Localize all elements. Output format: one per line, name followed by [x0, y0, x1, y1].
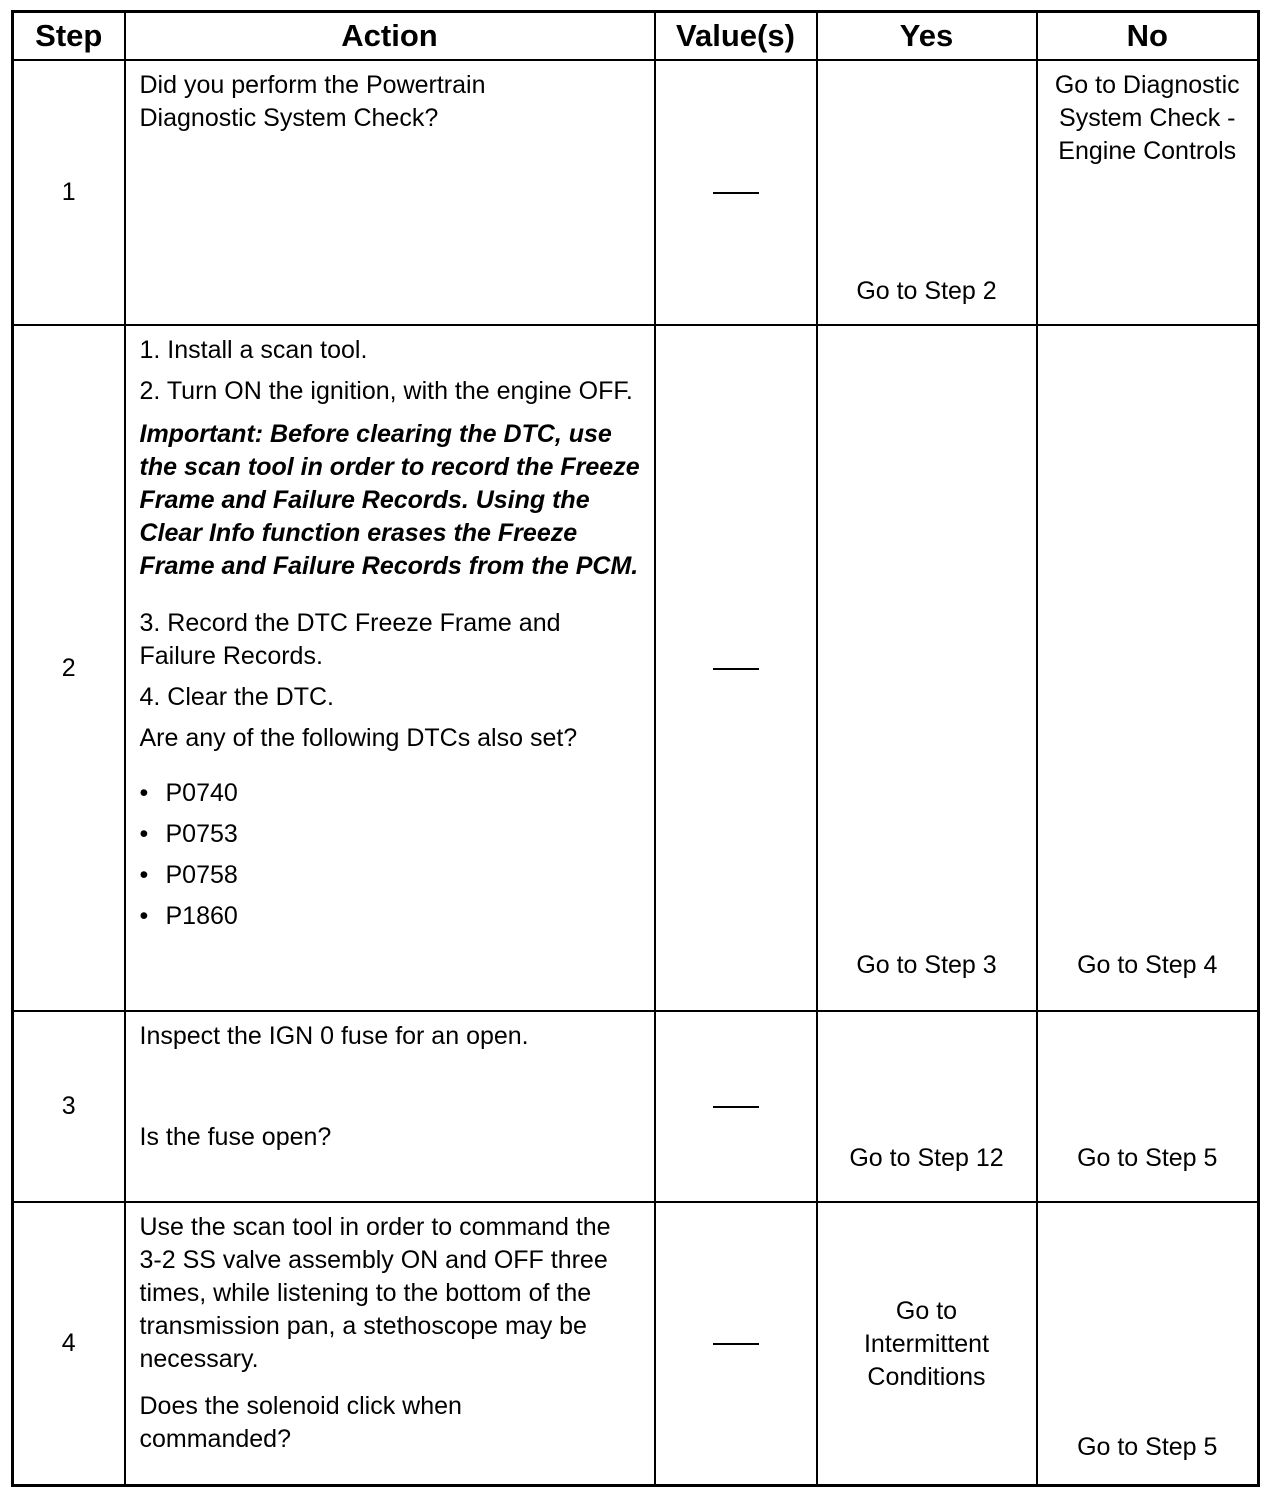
yes-cell: [817, 1011, 1037, 1202]
yes-action-link[interactable]: Go to Intermittent Conditions: [863, 1297, 990, 1391]
dtc-code: P1860: [165, 902, 238, 930]
header-yes: Yes: [817, 12, 1037, 61]
step-number: 4: [13, 1202, 125, 1486]
yes-cell: [817, 1202, 1037, 1486]
table-row: [13, 1202, 1259, 1486]
list-item: [140, 375, 644, 408]
item-text: 4. Clear the DTC.: [139, 683, 335, 711]
table-row: [13, 1011, 1259, 1202]
yes-action-link[interactable]: Go to Step 2: [856, 277, 997, 305]
action-text: Inspect the IGN 0 fuse for an open.: [139, 1022, 529, 1050]
dash-mark: [713, 668, 759, 670]
list-item: • P1860: [140, 900, 644, 933]
list-item: • P0740: [140, 777, 644, 810]
header-values: Value(s): [655, 12, 817, 61]
diagnostic-table: [11, 10, 1260, 1487]
value-cell: [655, 325, 817, 1011]
action-cell: [125, 60, 655, 325]
header-row: [13, 12, 1259, 61]
dash-mark: [713, 1106, 759, 1108]
list-item: [140, 681, 644, 714]
item-text: 1. Install a scan tool.: [139, 336, 368, 364]
dash-mark: [713, 1343, 759, 1345]
header-step: Step: [13, 12, 125, 61]
no-action-link[interactable]: Go to Diagnostic System Check - Engine Controls: [1054, 71, 1240, 165]
dtc-code: P0740: [165, 779, 238, 807]
item-text: 3. Record the DTC Freeze Frame and Failure Records.: [139, 609, 561, 670]
value-cell: [655, 1011, 817, 1202]
no-action-link[interactable]: Go to Step 5: [1077, 1144, 1218, 1172]
item-text: 2. Turn ON the ignition, with the engine OFF.: [139, 377, 633, 405]
no-action-link[interactable]: Go to Step 4: [1077, 951, 1218, 979]
dash-mark: [713, 192, 759, 194]
action-cell: [125, 1011, 655, 1202]
yes-cell: [817, 60, 1037, 325]
important-note: Important: Before clearing the DTC, use the scan tool in order to record the Freeze Frame and Failure Records. Using the Clear Info function erases the Freeze Frame and Failure Records from the PCM.: [139, 420, 640, 580]
value-cell: [655, 60, 817, 325]
action-text: Did you perform the Powertrain Diagnostic System Check?: [139, 71, 486, 132]
no-cell: [1037, 60, 1259, 325]
no-cell: [1037, 325, 1259, 1011]
question-text: Are any of the following DTCs also set?: [139, 724, 578, 752]
question-text: Does the solenoid click when commanded?: [139, 1392, 462, 1453]
step-number: 2: [13, 325, 125, 1011]
step-number: 3: [13, 1011, 125, 1202]
dtc-code: P0758: [165, 861, 238, 889]
action-text: Use the scan tool in order to command the 3-2 SS valve assembly ON and OFF three times, while listening to the bottom of the transmission pan, a stethoscope may be necessary.: [139, 1213, 611, 1373]
action-cell: [125, 325, 655, 1011]
list-item: • P0758: [140, 859, 644, 892]
list-item: [140, 334, 644, 367]
header-no: No: [1037, 12, 1259, 61]
yes-action-link[interactable]: Go to Step 12: [849, 1144, 1004, 1172]
question-text: Is the fuse open?: [139, 1123, 332, 1151]
table-row: [13, 325, 1259, 1011]
action-cell: [125, 1202, 655, 1486]
no-action-link[interactable]: Go to Step 5: [1077, 1433, 1218, 1461]
yes-cell: [817, 325, 1037, 1011]
no-cell: [1037, 1202, 1259, 1486]
value-cell: [655, 1202, 817, 1486]
yes-action-link[interactable]: Go to Step 3: [856, 951, 997, 979]
no-cell: [1037, 1011, 1259, 1202]
list-item: [140, 607, 644, 673]
table-row: [13, 60, 1259, 325]
header-action: Action: [125, 12, 655, 61]
step-number: 1: [13, 60, 125, 325]
list-item: • P0753: [140, 818, 644, 851]
dtc-code: P0753: [165, 820, 238, 848]
